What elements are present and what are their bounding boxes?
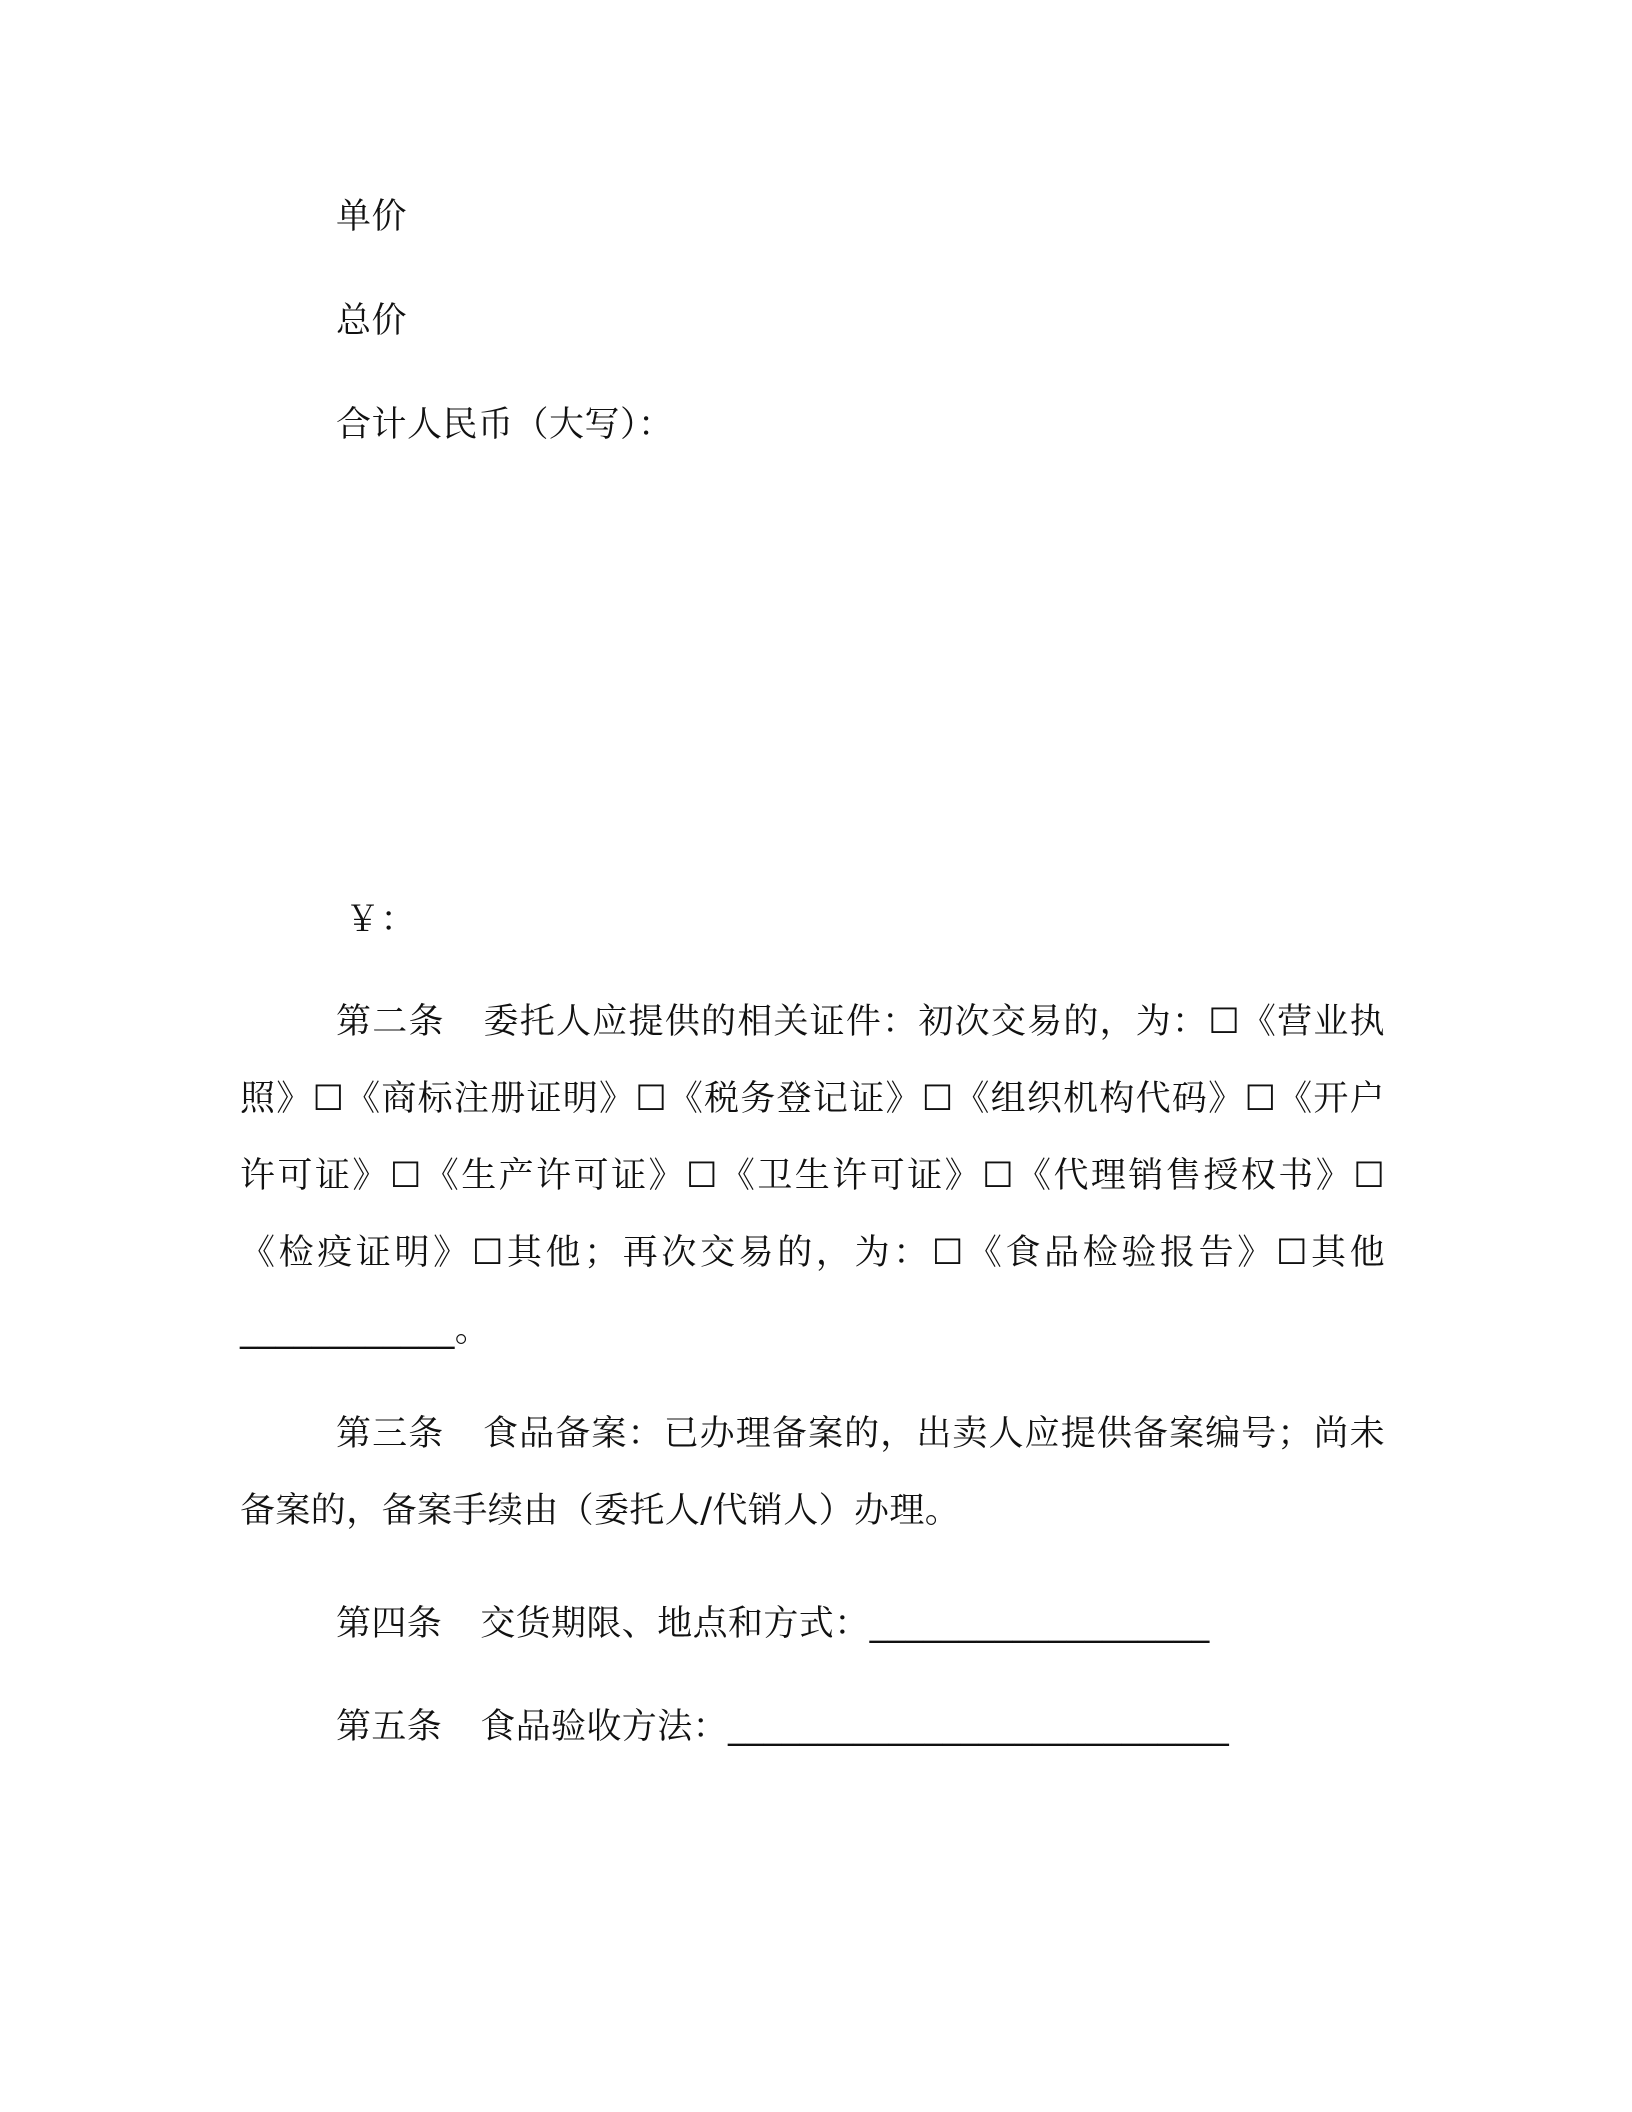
total-price-label: 总价: [336, 301, 408, 341]
yen-amount-label: ￥：: [345, 900, 417, 940]
article-5: [336, 1707, 1229, 1747]
article-3-text: 食品备案：已办理备案的，出卖人应提供备案编号；尚未备案的，备案手续由（委托人/代销人）办理。: [240, 1414, 1385, 1531]
article-2: [240, 984, 1385, 1369]
article-3: [240, 1396, 1385, 1550]
article-2-number: 第二条: [336, 1002, 445, 1042]
article-5-number: 第五条: [336, 1707, 443, 1747]
total-rmb-label: 合计人民币（大写）：: [336, 405, 674, 445]
article-4-text: 交货期限、地点和方式：___________________: [480, 1604, 1210, 1644]
unit-price-label: 单价: [336, 197, 408, 237]
article-3-number: 第三条: [336, 1414, 445, 1454]
article-2-text: 委托人应提供的相关证件：初次交易的，为：☐《营业执照》☐《商标注册证明》☐《税务登记证》☐《组织机构代码》☐《开户许可证》☐《生产许可证》☐《卫生许可证》☐《代理销售授权书》☐《检疫证明》☐其他；再次交易的，为：☐《食品检验报告》☐其他____________。: [240, 1002, 1385, 1350]
article-5-text: 食品验收方法：____________________________: [480, 1707, 1230, 1747]
article-4: [336, 1604, 1210, 1644]
article-4-number: 第四条: [336, 1604, 443, 1644]
